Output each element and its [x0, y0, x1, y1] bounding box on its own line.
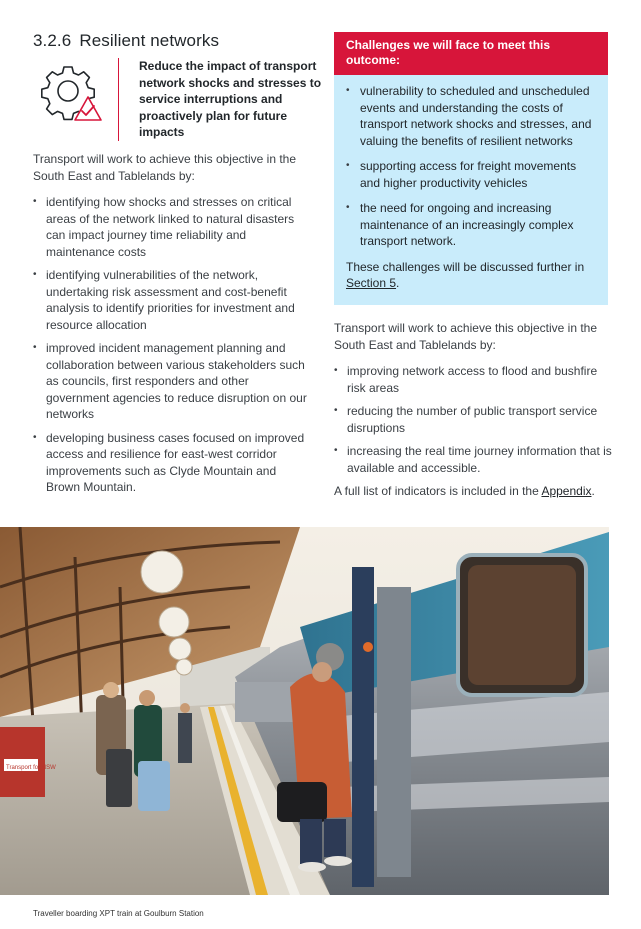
list-item: • improved incident management planning and collaboration between various stakeholders such as councils, first responders and other government agencies to reduce disruption on our networks [33, 340, 311, 423]
indicators-text: A full list of indicators is included in the [334, 484, 542, 498]
note-text: These challenges will be discussed further in [346, 259, 585, 274]
objective-callout: Reduce the impact of transport network shocks and stresses to service interruptions and proactively plan for future impacts [118, 58, 329, 141]
challenges-header: Challenges we will face to meet this outcome: [334, 32, 608, 75]
left-column [33, 151, 311, 503]
list-item: • identifying vulnerabilities of the network, undertaking risk assessment and cost-benefit analysis to identify priorities for investment and resource allocation [33, 267, 311, 333]
gear-shield-check-icon [38, 64, 106, 130]
photo-caption: Traveller boarding XPT train at Goulburn Station [33, 909, 204, 918]
list-item: • reducing the number of public transport service disruptions [334, 403, 614, 436]
left-intro: Transport will work to achieve this objective in the South East and Tablelands by: [33, 152, 297, 183]
list-item: • improving network access to flood and bushfire risk areas [334, 363, 614, 396]
indicators-note [334, 483, 614, 500]
section-5-link[interactable]: Section 5 [346, 276, 397, 290]
list-item: • developing business cases focused on improved access and resilience for east-west corridor improvements such as Clyde Mountain and Brown Mountain. [33, 430, 311, 496]
resilience-icon [38, 64, 106, 130]
list-item: • increasing the real time journey information that is available and accessible. [334, 443, 614, 476]
right-list [334, 363, 614, 476]
section-number: 3.2.6 [33, 31, 72, 50]
challenges-note [346, 259, 596, 292]
left-list [33, 194, 311, 496]
list-item: • identifying how shocks and stresses on critical areas of the network linked to natural disasters can impact journey time reliability and maintenance costs [33, 194, 311, 260]
section-heading [33, 31, 219, 51]
appendix-link[interactable]: Appendix [541, 484, 592, 498]
list-item: • supporting access for freight movements and higher productivity vehicles [346, 158, 596, 191]
right-column [334, 320, 614, 500]
section-title: Resilient networks [79, 31, 220, 50]
note-suffix: . [396, 276, 400, 290]
indicators-suffix: . [591, 484, 595, 498]
train-platform-illustration [0, 527, 609, 895]
challenges-list [346, 83, 596, 250]
list-item: • vulnerability to scheduled and unscheduled events and understanding the costs of transport network shocks and stresses, and valuing the benefits of resilient networks [346, 83, 596, 149]
station-sign-text: Transport for NSW [6, 765, 56, 771]
station-photo [0, 527, 609, 895]
list-item: • the need for ongoing and increasing maintenance of an increasingly complex transport network. [346, 200, 596, 250]
challenges-panel [334, 32, 608, 305]
right-intro: Transport will work to achieve this objective in the South East and Tablelands by: [334, 321, 598, 352]
